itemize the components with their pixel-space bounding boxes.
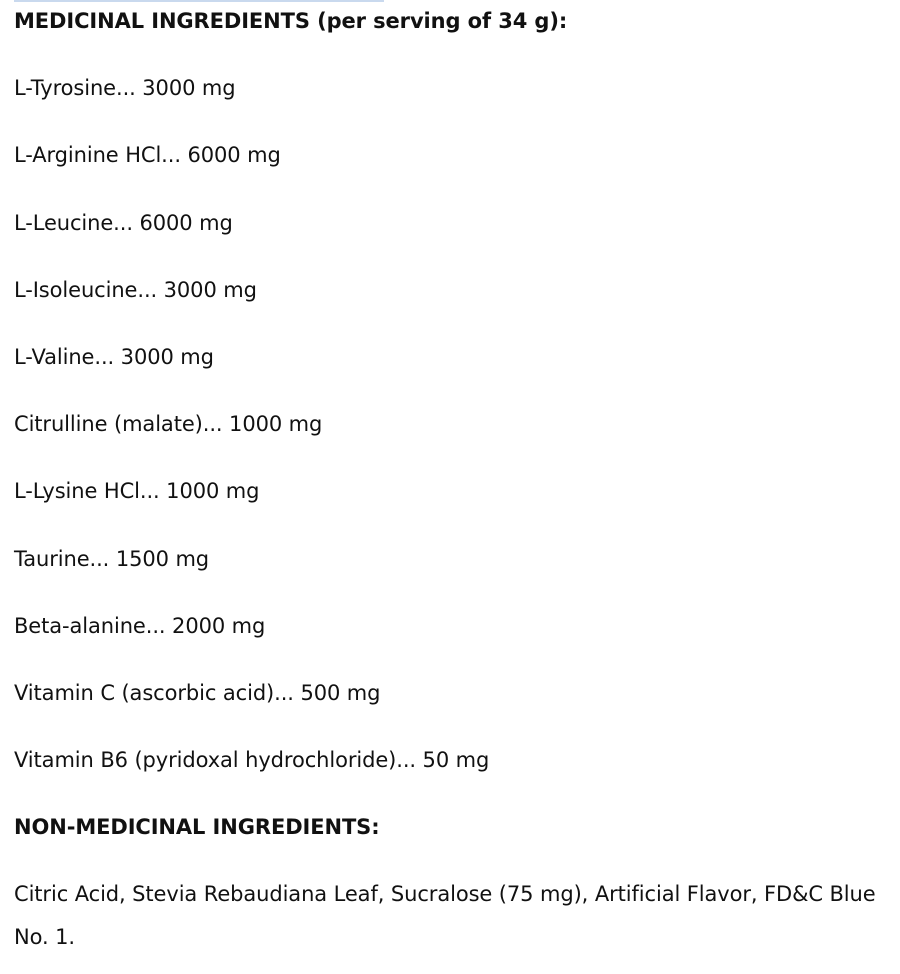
non-medicinal-ingredients-text: Citric Acid, Stevia Rebaudiana Leaf, Sucralose (75 mg), Artificial Flavor, FD&C Blue No. 1.	[14, 882, 876, 949]
non-medicinal-ingredients-heading: NON-MEDICINAL INGREDIENTS:	[14, 815, 380, 839]
ingredient-item: Vitamin B6 (pyridoxal hydrochloride)... 50 mg	[14, 748, 490, 772]
ingredient-item: Taurine... 1500 mg	[14, 547, 210, 571]
top-divider	[14, 0, 384, 2]
ingredient-item: Beta-alanine... 2000 mg	[14, 614, 266, 638]
ingredient-item: L-Tyrosine... 3000 mg	[14, 76, 236, 100]
ingredient-item: L-Isoleucine... 3000 mg	[14, 278, 257, 302]
ingredient-item: Vitamin C (ascorbic acid)... 500 mg	[14, 681, 381, 705]
ingredient-item: L-Valine... 3000 mg	[14, 345, 214, 369]
ingredient-item: L-Lysine HCl... 1000 mg	[14, 479, 260, 503]
ingredient-item: Citrulline (malate)... 1000 mg	[14, 412, 323, 436]
ingredient-item: L-Leucine... 6000 mg	[14, 211, 233, 235]
ingredient-item: L-Arginine HCl... 6000 mg	[14, 143, 281, 167]
medicinal-ingredients-heading: MEDICINAL INGREDIENTS (per serving of 34 g):	[14, 9, 568, 33]
